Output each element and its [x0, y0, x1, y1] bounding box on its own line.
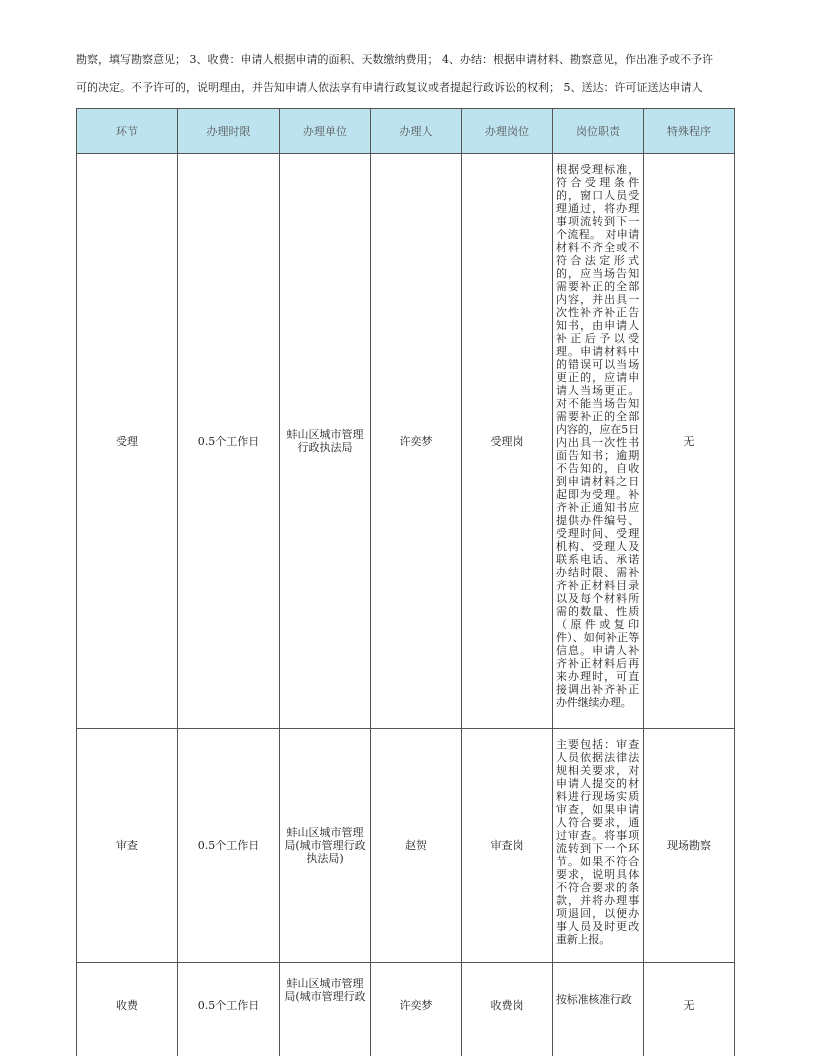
unit-cell: 蚌山区城市管理行政执法局: [280, 154, 371, 729]
intro-paragraph: [76, 46, 744, 106]
header-time-limit: 办理时限: [178, 108, 280, 154]
stage-cell: 收费: [76, 963, 178, 1056]
unit-cell: 蚌山区城市管理局(城市管理行政: [280, 963, 371, 1056]
duty-cell: 主要包括：审查人员依据法律法规相关要求，对申请人提交的材料进行现场实质审查，如果申请人符合要求，通过审查。将事项流转到下一个环节。如果不符合要求，说明具体不符合要求的条款，并将办理事项退回，以便办事人员及时更改重新上报。: [553, 729, 644, 963]
duty-cell: 按标准核准行政: [553, 963, 644, 1056]
handler-cell: 赵贺: [371, 729, 462, 963]
header-post: 办理岗位: [462, 108, 553, 154]
table-row: [76, 154, 735, 729]
intro-line-1: 勘察，填写勘察意见； 3、收费：申请人根据申请的面积、天数缴纳费用； 4、办结：根据申请材料、勘察意见，作出准予或不予许: [76, 53, 713, 66]
header-special: 特殊程序: [644, 108, 735, 154]
special-cell: 现场勘察: [644, 729, 735, 963]
post-cell: 审查岗: [462, 729, 553, 963]
header-stage: 环节: [76, 108, 178, 154]
header-duty: 岗位职责: [553, 108, 644, 154]
unit-cell: 蚌山区城市管理局(城市管理行政执法局): [280, 729, 371, 963]
intro-line-2: 可的决定。不予许可的，说明理由，并告知申请人依法享有申请行政复议或者提起行政诉讼的权利； 5、送达：许可证送达申请人: [76, 81, 703, 94]
special-cell: 无: [644, 963, 735, 1056]
time-limit-cell: 0.5个工作日: [178, 963, 280, 1056]
handler-cell: 许奕梦: [371, 154, 462, 729]
table-row: [76, 729, 735, 963]
table-row: [76, 963, 735, 1056]
post-cell: 受理岗: [462, 154, 553, 729]
header-handler: 办理人: [371, 108, 462, 154]
procedure-table: [76, 108, 735, 1056]
header-unit: 办理单位: [280, 108, 371, 154]
time-limit-cell: 0.5个工作日: [178, 729, 280, 963]
special-cell: 无: [644, 154, 735, 729]
time-limit-cell: 0.5个工作日: [178, 154, 280, 729]
handler-cell: 许奕梦: [371, 963, 462, 1056]
post-cell: 收费岗: [462, 963, 553, 1056]
stage-cell: 受理: [76, 154, 178, 729]
duty-cell: 根据受理标准，符合受理条件的，窗口人员受理通过，将办理事项流转到下一个流程。 对申请材料不齐全或不符合法定形式的，应当场告知需要补正的全部内容，并出具一次性补齐补正告知书，由申请人补正后予以受理。申请材料中的错误可以当场更正的，应请申请人当场更正。对不能当场告知需要补正的全部内容的，应在5日内出具一次性书面告知书；逾期不告知的，自收到申请材料之日起即为受理。补齐补正通知书应提供办件编号、受理时间、受理机构、受理人及联系电话、承诺办结时限、需补齐补正材料目录以及每个材料所需的数量、性质（原件或复印件）、如何补正等信息。申请人补齐补正材料后再来办理时，可直接调出补齐补正办件继续办理。: [553, 154, 644, 729]
stage-cell: 审查: [76, 729, 178, 963]
table-header-row: [76, 108, 735, 154]
